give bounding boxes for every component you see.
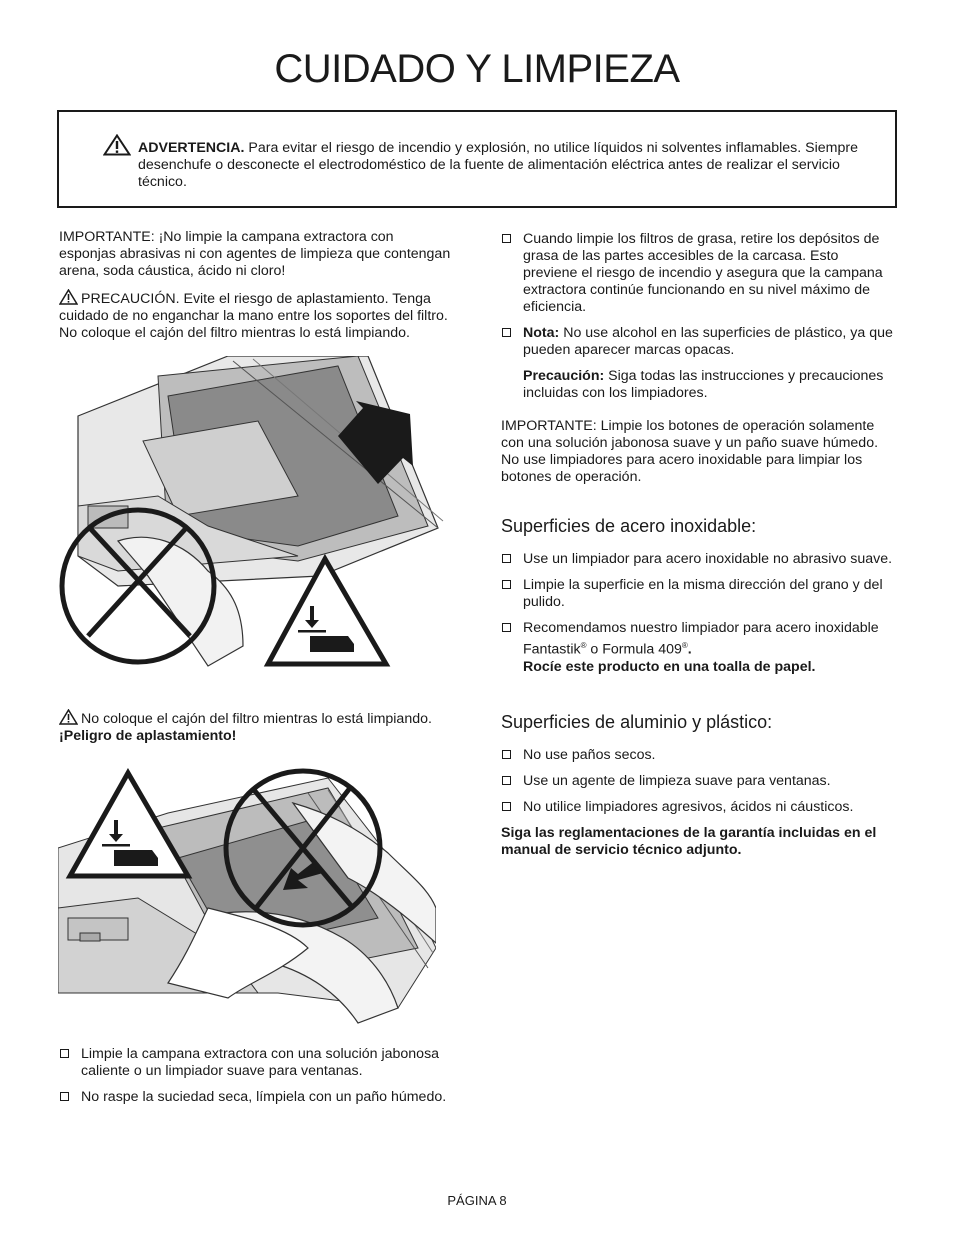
list-item: Limpie la superficie en la misma dirección del grano y del pulido. [501,577,893,611]
warranty-note: Siga las reglamentaciones de la garantía incluidas en el manual de servicio técnico adjunto. [501,824,877,858]
list-item: Use un agente de limpieza suave para ventanas. [501,773,893,790]
warning-icon [59,289,78,305]
list-item: Limpie la campana extractora con una solución jabonosa caliente o un limpiador suave para ventanas. [59,1046,454,1080]
left-column-top [59,229,451,342]
hood-filter-illustration-1 [58,356,452,678]
checkbox-icon [502,554,511,563]
checkbox-icon [502,802,511,811]
important-note: IMPORTANTE: ¡No limpie la campana extractora con esponjas abrasivas ni con agentes de limpieza que contengan arena, soda cáustica, ácido ni cloro! [59,229,451,279]
checkbox-icon [502,234,511,243]
list-item: Recomendamos nuestro limpiador para acero inoxidable Fantastik® o Formula 409®. Rocíe este producto en una toalla de papel. [501,620,893,676]
right-column [501,231,893,859]
important-buttons-note: IMPORTANTE: Limpie los botones de operación solamente con una solución jabonosa suave y un paño suave húmedo. No use limpiadores para acero inoxidable para limpiar los botones de operación. [501,418,879,485]
checkbox-icon [60,1049,69,1058]
checkbox-icon [60,1092,69,1101]
precaution-note: Precaución: Siga todas las instrucciones y precauciones incluidas con los limpiadores. [523,368,884,401]
warning-text: ADVERTENCIA. Para evitar el riesgo de incendio y explosión, no utilice líquidos ni solventes inflamables. Siempre desenchufe o desconecte el electrodoméstico de la fuente de alimentación eléctrica antes de realizar el servicio técnico. [138,140,858,190]
checkbox-icon [502,580,511,589]
list-item: No raspe la suciedad seca, límpiela con un paño húmedo. [59,1089,454,1106]
list-item: Use un limpiador para acero inoxidable no abrasivo suave. [501,551,893,568]
checkbox-icon [502,776,511,785]
left-column-bottom [59,1046,454,1106]
list-item: Nota: No use alcohol en las superficies de plástico, ya que pueden aparecer marcas opacas. [501,325,893,359]
left-column-mid [59,709,459,745]
list-item: No utilice limpiadores agresivos, ácidos ni cáusticos. [501,799,893,816]
checkbox-icon [502,750,511,759]
page-number: PÁGINA 8 [447,1193,507,1208]
hood-filter-illustration-2 [58,768,436,1028]
page-title: CUIDADO Y LIMPIEZA [274,47,680,91]
warning-icon [59,709,78,725]
checkbox-icon [502,328,511,337]
steel-heading: Superficies de acero inoxidable: [501,516,757,536]
checkbox-icon [502,623,511,632]
caution-note: PRECAUCIÓN. Evite el riesgo de aplastamiento. Tenga cuidado de no enganchar la mano entre los soportes del filtro. No coloque el cajón del filtro mientras lo está limpiando. [59,291,448,341]
list-item: Cuando limpie los filtros de grasa, retire los depósitos de grasa de las partes accesibles de la carcasa. Esto previene el riesgo de incendio y asegura que la campana extractora continúe funcionando en su nivel máximo de eficiencia. [501,231,893,316]
warning-box [57,110,897,208]
aluminum-heading: Superficies de aluminio y plástico: [501,711,773,732]
caution-note-2: No coloque el cajón del filtro mientras lo está limpiando. ¡Peligro de aplastamiento! [59,711,432,744]
warning-icon [103,134,131,156]
list-item: No use paños secos. [501,747,893,764]
